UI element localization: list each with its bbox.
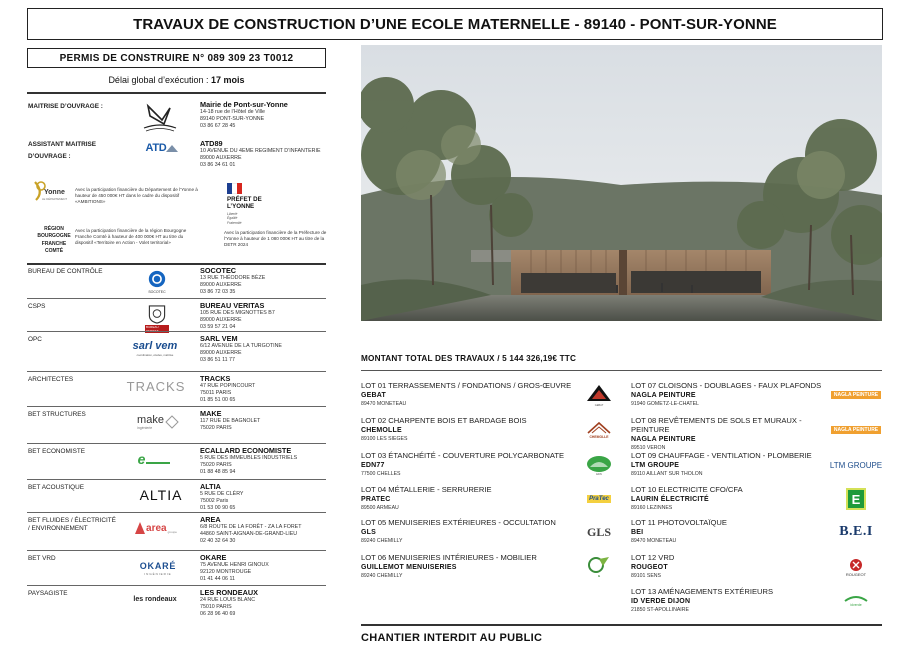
lot-city: 89510 VERON bbox=[631, 444, 666, 451]
tracks-logo-text: TRACKS bbox=[126, 378, 186, 394]
lot-title: LOT 02 CHARPENTE BOIS ET BARDAGE BOIS bbox=[361, 416, 527, 425]
make-logo bbox=[130, 413, 186, 431]
intervenant-line: 47 RUE POPINCOURT bbox=[200, 383, 256, 390]
okare-logo-sub: INGÉNIERIE bbox=[144, 571, 172, 576]
lot-entreprise: LAURIN ÉLECTRICITÉ bbox=[631, 496, 709, 504]
lot-right-logo-11 bbox=[831, 517, 881, 547]
lot-city: 89240 CHEMILLY bbox=[361, 537, 403, 544]
chemolle-logo-text: CHEMOLLE bbox=[589, 435, 609, 439]
intervenant-line: 6/12 AVENUE DE LA TURGOTINE bbox=[200, 343, 282, 350]
lot-entreprise: ROUGEOT bbox=[631, 564, 668, 572]
intervenant-info-altia bbox=[200, 483, 328, 512]
delai-label: Délai global d’exécution : bbox=[108, 75, 209, 85]
divider bbox=[27, 331, 326, 332]
divider bbox=[27, 263, 326, 265]
lot-city: 21850 ST-APOLLINAIRE bbox=[631, 606, 689, 613]
lot-right-13 bbox=[631, 587, 831, 613]
intervenant-name: TRACKS bbox=[200, 374, 231, 383]
intervenant-label-altia: BET ACOUSTIQUE bbox=[28, 484, 84, 491]
lot-city: 89500 ARMEAU bbox=[361, 504, 399, 511]
lot-title: LOT 07 CLOISONS - DOUBLAGES - FAUX PLAFONDS bbox=[631, 381, 822, 390]
laurin-logo-text: E bbox=[851, 491, 861, 507]
pratec-logo-text: PraTec bbox=[589, 496, 609, 502]
rondeaux-logo-text: les rondeaux bbox=[133, 595, 177, 603]
yonne-logo-sub: LE DÉPARTEMENT bbox=[42, 197, 68, 201]
make-logo-sub: ingénierie bbox=[137, 426, 153, 430]
intervenant-line: 03 86 51 11 77 bbox=[200, 357, 235, 364]
page-title: TRAVAUX DE CONSTRUCTION D’UNE ECOLE MATERNELLE - 89140 - PONT-SUR-YONNE bbox=[27, 8, 883, 40]
intervenant-info-okare bbox=[200, 554, 328, 583]
intervenant-line: 92120 MONTROUGE bbox=[200, 569, 252, 576]
intervenant-info-make bbox=[200, 410, 328, 432]
region-financement-text: Avec la participation financière de la région Bourgogne Franche Comté à hauteur de 400 000€ HT au titre du dispositif «Territoire en Action - Volet territorial» bbox=[75, 228, 187, 246]
intervenant-label-tracks: ARCHITECTES bbox=[28, 376, 74, 383]
maitrise-info bbox=[200, 101, 328, 130]
prefet-logo-text: PRÉFET DE L’YONNE bbox=[227, 196, 262, 211]
lot-city: 89470 MONETEAU bbox=[631, 537, 677, 544]
lot-left-4 bbox=[361, 485, 589, 511]
intervenant-line: 02 40 32 64 30 bbox=[200, 538, 236, 545]
lot-right-9 bbox=[631, 451, 831, 477]
intervenant-line: 89000 AUXERRE bbox=[200, 350, 242, 357]
intervenant-name: ECALLARD ECONOMISTE bbox=[200, 446, 292, 455]
lot-title: LOT 10 ELECTRICITE CFO/CFA bbox=[631, 485, 743, 494]
intervenant-line: 03 86 72 03 35 bbox=[200, 289, 236, 296]
edn-logo-text: EDN bbox=[596, 472, 602, 476]
guillemot-logo-text: G bbox=[597, 574, 601, 578]
intervenant-name: OKARE bbox=[200, 553, 227, 562]
intervenant-label-ecallard-economiste: BET ECONOMISTE bbox=[28, 448, 86, 455]
region-logo-text: RÉGION BOURGOGNE FRANCHE COMTÉ bbox=[37, 226, 71, 254]
lot-entreprise: PRATEC bbox=[361, 496, 391, 504]
lot-right-7 bbox=[631, 381, 831, 407]
intervenant-label-make: BET STRUCTURES bbox=[28, 411, 86, 418]
divider bbox=[27, 298, 326, 299]
lot-entreprise: EDN77 bbox=[361, 462, 385, 470]
ecallard-economiste-logo bbox=[134, 450, 174, 468]
intervenant-line: 89000 AUXERRE bbox=[200, 317, 242, 324]
lot-left-logo-5 bbox=[582, 517, 616, 547]
sarl-vem-logo bbox=[132, 338, 178, 358]
divider bbox=[27, 406, 326, 407]
lot-title: LOT 09 CHAUFFAGE - VENTILATION - PLOMBERIE bbox=[631, 451, 812, 460]
lot-city: 89470 MONETEAU bbox=[361, 400, 407, 407]
lot-left-2 bbox=[361, 416, 589, 442]
lot-right-logo-9 bbox=[831, 450, 881, 480]
lot-right-logo-13 bbox=[831, 586, 881, 616]
lot-left-logo-1 bbox=[582, 380, 616, 410]
lot-left-logo-4 bbox=[582, 484, 616, 514]
intervenant-line: 01 53 00 90 65 bbox=[200, 505, 236, 512]
intervenant-line: 5 RUE DE CLÉRY bbox=[200, 491, 244, 498]
intervenant-line: 06 28 96 40 69 bbox=[200, 611, 236, 618]
yonne-department-logo bbox=[30, 178, 70, 204]
altia-logo bbox=[141, 486, 181, 504]
intervenant-name: AREA bbox=[200, 515, 221, 524]
lot-entreprise: BEI bbox=[631, 529, 644, 537]
delai-value: 17 mois bbox=[211, 75, 245, 85]
lot-right-12 bbox=[631, 553, 831, 579]
divider bbox=[27, 371, 326, 372]
lot-city: 89240 CHEMILLY bbox=[361, 572, 403, 579]
rougeot-logo-text: ROUGEOT bbox=[845, 571, 867, 577]
lot-title: LOT 05 MENUISERIES EXTÉRIEURES - OCCULTATION bbox=[361, 518, 556, 527]
prefet-motto-3: Fraternité bbox=[227, 220, 242, 225]
intervenant-line: 75011 PARIS bbox=[200, 390, 232, 397]
divider bbox=[361, 624, 882, 626]
intervenant-info-ecallard-economiste bbox=[200, 447, 328, 476]
lot-entreprise: NAGLA PEINTURE bbox=[631, 392, 696, 400]
socotec-logo bbox=[145, 270, 169, 294]
intervenant-name: ALTIA bbox=[200, 482, 221, 491]
lot-title: LOT 08 REVÊTEMENTS DE SOLS ET MURAUX - PEINTURE bbox=[631, 416, 802, 435]
lot-title: LOT 11 PHOTOVOLTAÏQUE bbox=[631, 518, 727, 527]
nagla-logo-text-2: NAGLA PEINTURE bbox=[831, 426, 881, 434]
intervenant-line: 117 RUE DE BAGNOLET bbox=[200, 418, 261, 425]
maitrise-city: 89140 PONT-SUR-YONNE bbox=[200, 116, 265, 123]
lot-city: 89160 LEZINNES bbox=[631, 504, 673, 511]
divider bbox=[27, 443, 326, 444]
assistant-info bbox=[200, 140, 328, 169]
lot-left-5 bbox=[361, 518, 589, 544]
atd-logo-text: ATD bbox=[145, 142, 167, 154]
lot-right-logo-8 bbox=[831, 415, 881, 445]
intervenant-name: BUREAU VERITAS bbox=[200, 301, 265, 310]
lot-entreprise: GLS bbox=[361, 529, 376, 537]
lot-right-logo-10 bbox=[831, 484, 881, 514]
lot-left-logo-3 bbox=[582, 450, 616, 480]
divider bbox=[27, 479, 326, 480]
lot-title: LOT 12 VRD bbox=[631, 553, 675, 562]
assistant-name: ATD89 bbox=[200, 139, 223, 148]
assistant-address: 10 AVENUE DU 4EME REGIMENT D’INFANTERIE bbox=[200, 148, 321, 155]
lot-right-logo-7 bbox=[831, 380, 881, 410]
lot-left-logo-2 bbox=[582, 415, 616, 445]
intervenant-info-sarl-vem bbox=[200, 335, 328, 364]
maitrise-phone: 03 86 67 28 45 bbox=[200, 123, 236, 130]
lot-left-logo-6 bbox=[582, 552, 616, 582]
lot-entreprise: ID VERDE DIJON bbox=[631, 598, 691, 606]
school-rendering-image bbox=[361, 45, 882, 321]
lot-city: 91940 GOMETZ-LE-CHATEL bbox=[631, 400, 699, 407]
intervenant-label-bureau-veritas: CSPS bbox=[28, 303, 46, 310]
yonne-financement-text: Avec la participation financière du Département de l’Yonne à hauteur de 450 000€ HT dans le cadre du dispositif «AMBITIONS» bbox=[75, 187, 198, 205]
area-logo-text: area bbox=[146, 522, 167, 534]
divider bbox=[27, 585, 326, 586]
divider bbox=[361, 370, 882, 371]
lot-right-8 bbox=[631, 416, 831, 451]
assistant-label: ASSISTANT MAITRISE D’OUVRAGE : bbox=[28, 141, 97, 161]
intervenant-info-socotec bbox=[200, 267, 328, 296]
intervenant-label-area: BET FLUIDES / ÉLECTRICITÉ / ENVIRONNEMENT bbox=[28, 517, 116, 532]
intervenant-line: 01 85 51 00 65 bbox=[200, 397, 236, 404]
intervenant-line: 75020 PARIS bbox=[200, 425, 232, 432]
lot-entreprise: CHEMOLLE bbox=[361, 427, 402, 435]
divider bbox=[27, 512, 326, 513]
chantier-interdit: CHANTIER INTERDIT AU PUBLIC bbox=[361, 632, 543, 644]
maitrise-address: 14-18 rue de l’Hôtel de Ville bbox=[200, 109, 265, 116]
lot-left-1 bbox=[361, 381, 589, 407]
veritas-logo-text: BUREAU bbox=[145, 325, 169, 333]
altia-logo-text: ALTIA bbox=[139, 487, 183, 503]
bureau-veritas-logo bbox=[145, 305, 169, 333]
nagla-logo-text-1: NAGLA PEINTURE bbox=[831, 391, 881, 399]
intervenant-line: 89000 AUXERRE bbox=[200, 282, 242, 289]
maitrise-label: MAITRISE D’OUVRAGE : bbox=[28, 103, 103, 110]
prefet-motto-1: Liberté bbox=[227, 212, 238, 216]
lot-right-11 bbox=[631, 518, 831, 544]
divider bbox=[27, 92, 326, 94]
intervenant-line: 13 RUE THÉODORE BÈZE bbox=[200, 275, 266, 282]
prefet-flag-icon bbox=[227, 183, 242, 194]
lot-left-6 bbox=[361, 553, 589, 579]
lot-entreprise: GUILLEMOT MENUISERIES bbox=[361, 564, 457, 572]
permis-number: PERMIS DE CONSTRUIRE N° 089 309 23 T0012 bbox=[27, 48, 326, 68]
intervenant-name: SOCOTEC bbox=[200, 266, 237, 275]
les-rondeaux-logo bbox=[130, 592, 180, 606]
intervenant-line: 01 41 44 06 11 bbox=[200, 576, 235, 583]
lot-title: LOT 01 TERRASSEMENTS / FONDATIONS / GROS-ŒUVRE bbox=[361, 381, 572, 390]
intervenant-name: MAKE bbox=[200, 409, 222, 418]
okare-logo-text: OKARÉ bbox=[139, 560, 177, 571]
intervenant-label-okare: BET VRD bbox=[28, 555, 56, 562]
prefet-motto-2: Égalité bbox=[227, 216, 238, 221]
assistant-city: 89000 AUXERRE bbox=[200, 155, 242, 162]
lot-title: LOT 13 AMÉNAGEMENTS EXTÉRIEURS bbox=[631, 587, 774, 596]
intervenant-name: LES RONDEAUX bbox=[200, 588, 258, 597]
intervenant-line: 105 RUE DES MIGNOTTES B7 bbox=[200, 310, 275, 317]
bei-logo-text: B.E.I bbox=[839, 524, 873, 539]
vem-logo-text: sarl vem bbox=[132, 339, 178, 352]
gebat-logo-text: GEBAT bbox=[594, 403, 604, 407]
lot-city: 89101 SENS bbox=[631, 572, 661, 579]
delai-text bbox=[27, 75, 326, 85]
intervenant-name: SARL VEM bbox=[200, 334, 238, 343]
intervenant-label-sarl-vem: OPC bbox=[28, 336, 42, 343]
intervenant-label-socotec: BUREAU DE CONTRÔLE bbox=[28, 268, 103, 275]
intervenant-info-area bbox=[200, 516, 328, 545]
lot-entreprise: GEBAT bbox=[361, 392, 386, 400]
yonne-logo-text: Yonne bbox=[44, 189, 65, 196]
lot-city: 77500 CHELLES bbox=[361, 470, 401, 477]
lot-title: LOT 03 ÉTANCHÉITÉ - COUVERTURE POLYCARBONATE bbox=[361, 451, 565, 460]
intervenant-line: 01 88 48 85 94 bbox=[200, 469, 236, 476]
lot-left-3 bbox=[361, 451, 589, 477]
ltm-logo-text: LTM GROUPE bbox=[829, 460, 883, 470]
intervenant-line: 75010 PARIS bbox=[200, 604, 232, 611]
lot-title: LOT 04 MÉTALLERIE - SERRURERIE bbox=[361, 485, 492, 494]
gls-logo-text: GLS bbox=[586, 524, 611, 539]
lot-entreprise: NAGLA PEINTURE bbox=[631, 436, 696, 444]
intervenant-line: 44860 SAINT-AIGNAN-DE-GRAND-LIEU bbox=[200, 531, 298, 538]
intervenant-line: 75 AVENUE HENRI GINOUX bbox=[200, 562, 269, 569]
idverde-logo-text: idverde bbox=[850, 603, 862, 607]
intervenant-line: 75002 Paris bbox=[200, 498, 229, 505]
divider bbox=[27, 550, 326, 551]
intervenant-info-tracks bbox=[200, 375, 328, 404]
make-logo-text: make bbox=[137, 414, 164, 426]
intervenant-line: 6/8 ROUTE DE LA FORÊT - ZA LA FORET bbox=[200, 524, 302, 531]
intervenant-line: 03 59 57 21 04 bbox=[200, 324, 236, 331]
lot-right-logo-12 bbox=[831, 552, 881, 582]
ecallard-logo-text: e bbox=[137, 451, 146, 467]
lot-city: 89110 AILLANT SUR THOLON bbox=[631, 470, 703, 477]
tracks-logo bbox=[128, 378, 184, 394]
area-logo-sub: groupe bbox=[167, 530, 177, 534]
intervenant-info-bureau-veritas bbox=[200, 302, 328, 331]
intervenant-label-les-rondeaux: PAYSAGISTE bbox=[28, 590, 68, 597]
vem-logo-sub: coordination, études, maîtrise bbox=[136, 352, 174, 357]
atd-logo bbox=[141, 141, 183, 155]
montant-total: MONTANT TOTAL DES TRAVAUX / 5 144 326,19€ TTC bbox=[361, 354, 577, 363]
assistant-phone: 03 86 34 61 01 bbox=[200, 162, 236, 169]
socotec-logo-text: SOCOTEC bbox=[148, 290, 166, 294]
maitrise-name: Mairie de Pont-sur-Yonne bbox=[200, 100, 288, 109]
lot-right-10 bbox=[631, 485, 831, 511]
intervenant-line: 75020 PARIS bbox=[200, 462, 232, 469]
prefet-financement-text: Avec la participation financière de la Préfecture de l’Yonne à hauteur de 1 080 000€ HT au titre de la DETR 2024 bbox=[224, 230, 327, 248]
lot-entreprise: LTM GROUPE bbox=[631, 462, 680, 470]
prefet-motto bbox=[227, 212, 242, 225]
area-logo bbox=[134, 519, 178, 537]
pont-sur-yonne-logo bbox=[140, 102, 180, 134]
intervenant-line: 5 RUE DES IMMEUBLES INDUSTRIELS bbox=[200, 455, 298, 462]
lot-city: 89100 LES SIEGES bbox=[361, 435, 408, 442]
intervenant-line: 24 RUE LOUIS BLANC bbox=[200, 597, 256, 604]
lot-title: LOT 06 MENUISERIES INTÉRIEURES - MOBILIER bbox=[361, 553, 537, 562]
okare-logo bbox=[138, 557, 178, 579]
intervenant-info-les-rondeaux bbox=[200, 589, 328, 618]
